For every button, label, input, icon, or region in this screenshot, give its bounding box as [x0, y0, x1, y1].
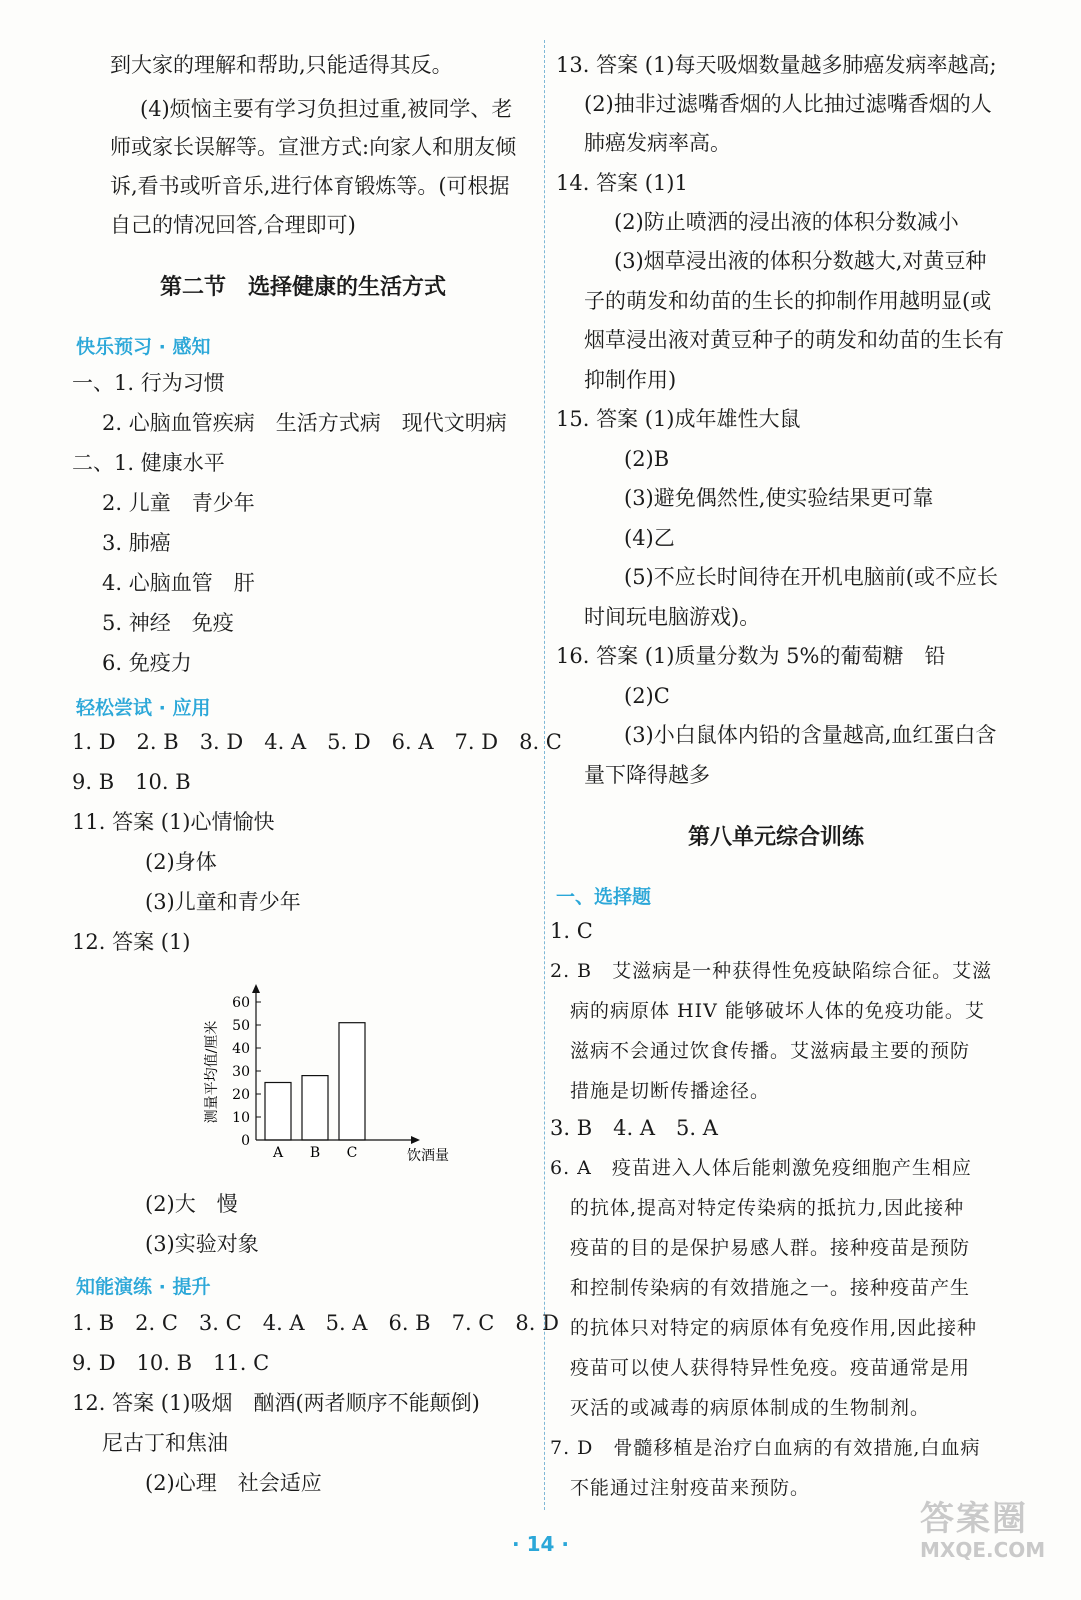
- text-line: 师或家长误解等。宣泄方式:向家人和朋友倾: [110, 135, 517, 159]
- bar-A: [265, 1083, 291, 1141]
- section-title: 第二节 选择健康的生活方式: [159, 275, 446, 300]
- y-tick-label: 10: [232, 1110, 250, 1126]
- answer-line: (3)儿童和青少年: [145, 890, 301, 914]
- watermark-logo: 答案圈 MXQE.COM: [920, 1499, 1046, 1562]
- answer-line: (3)避免偶然性,使实验结果更可靠: [624, 486, 934, 510]
- answer-line: 6. 免疫力: [102, 651, 192, 675]
- answer-line: 4. 心脑血管 肝: [102, 571, 255, 595]
- answer-line: 2. 心脑血管疾病 生活方式病 现代文明病: [102, 411, 507, 435]
- section-label: 知能演练 · 提升: [76, 1276, 211, 1298]
- answer-line: (5)不应长时间待在开机电脑前(或不应长: [624, 565, 998, 589]
- answer-line: (2)B: [624, 447, 670, 471]
- answer-line: 1. B 2. C 3. C 4. A 5. A 6. B 7. C 8. D: [72, 1311, 559, 1335]
- answer-line: 措施是切断传播途径。: [570, 1080, 771, 1102]
- answer-line: 尼古丁和焦油: [102, 1431, 228, 1455]
- answer-line: 子的萌发和幼苗的生长的抑制作用越明显(或: [584, 289, 992, 313]
- answer-line: 14. 答案 (1)1: [556, 171, 688, 195]
- answer-line: (2)C: [624, 684, 670, 708]
- answer-line: 不能通过注射疫苗来预防。: [570, 1477, 811, 1499]
- answer-line: 疫苗的目的是保护易感人群。接种疫苗是预防: [570, 1237, 971, 1259]
- bar-B: [302, 1076, 328, 1140]
- y-axis-arrow: [252, 984, 260, 993]
- bar-C: [339, 1023, 365, 1140]
- answer-line: (2)大 慢: [145, 1192, 238, 1216]
- answer-line: 15. 答案 (1)成年雄性大鼠: [556, 407, 801, 431]
- y-tick-label: 0: [241, 1133, 250, 1149]
- answer-line: 烟草浸出液对黄豆种子的萌发和幼苗的生长有: [584, 328, 1004, 352]
- answer-line: (2)心理 社会适应: [145, 1471, 322, 1495]
- x-tick-label: B: [309, 1145, 321, 1161]
- answer-line: (3)烟草浸出液的体积分数越大,对黄豆种: [614, 249, 987, 273]
- answer-line: 灭活的或减毒的病原体制成的生物制剂。: [570, 1397, 931, 1419]
- answer-line: 3. B 4. A 5. A: [550, 1116, 718, 1140]
- answer-line: 时间玩电脑游戏)。: [584, 605, 761, 629]
- text-line: 到大家的理解和帮助,只能适得其反。: [110, 53, 453, 77]
- answer-line: 6. A 疫苗进入人体后能刺激免疫细胞产生相应: [550, 1157, 972, 1179]
- answer-line: 12. 答案 (1)吸烟 酗酒(两者顺序不能颠倒): [72, 1391, 480, 1415]
- answer-line: (3)小白鼠体内铅的含量越高,血红蛋白含: [624, 723, 997, 747]
- answer-line: 抑制作用): [584, 368, 677, 392]
- x-axis-arrow: [411, 1136, 420, 1144]
- x-tick-label: C: [346, 1145, 358, 1161]
- answer-line: 16. 答案 (1)质量分数为 5%的葡萄糖 铅: [556, 644, 946, 668]
- y-tick-label: 60: [232, 995, 250, 1011]
- answer-line: 肺癌发病率高。: [584, 131, 731, 155]
- x-tick-label: A: [272, 1145, 284, 1161]
- answer-line: (4)乙: [624, 526, 675, 550]
- answer-line: 11. 答案 (1)心情愉快: [72, 810, 275, 834]
- page-number: · 14 ·: [512, 1532, 569, 1556]
- y-tick-label: 40: [232, 1041, 250, 1057]
- answer-line: 13. 答案 (1)每天吸烟数量越多肺癌发病率越高;: [556, 53, 997, 77]
- answer-line: 量下降得越多: [584, 763, 710, 787]
- bar-chart: [200, 980, 462, 1170]
- chart-xlabel: 饮酒量: [407, 1148, 449, 1164]
- answer-line: 12. 答案 (1): [72, 930, 191, 954]
- answer-line: 疫苗可以使人获得特异性免疫。疫苗通常是用: [570, 1357, 971, 1379]
- answer-line: 1. C: [550, 919, 593, 943]
- answer-line: 病的病原体 HIV 能够破坏人体的免疫功能。艾: [570, 1000, 985, 1022]
- y-tick-label: 50: [232, 1018, 250, 1034]
- section-label: 轻松尝试 · 应用: [76, 697, 211, 719]
- answer-line: 和控制传染病的有效措施之一。接种疫苗产生: [570, 1277, 971, 1299]
- answer-line: (2)抽非过滤嘴香烟的人比抽过滤嘴香烟的人: [584, 92, 992, 116]
- answer-line: 二、1. 健康水平: [72, 451, 225, 475]
- answer-line: 滋病不会通过饮食传播。艾滋病最主要的预防: [570, 1040, 971, 1062]
- section-label: 快乐预习 · 感知: [76, 336, 211, 358]
- answer-line: 1. D 2. B 3. D 4. A 5. D 6. A 7. D 8. C: [72, 730, 562, 754]
- answer-line: 2. B 艾滋病是一种获得性免疫缺陷综合征。艾滋: [550, 960, 993, 982]
- section-label: 一、选择题: [556, 886, 652, 908]
- answer-line: 的抗体,提高对特定传染病的抵抗力,因此接种: [570, 1197, 965, 1219]
- column-divider: [544, 40, 545, 1510]
- y-tick-label: 30: [232, 1064, 250, 1080]
- answer-line: 7. D 骨髓移植是治疗白血病的有效措施,白血病: [550, 1437, 981, 1459]
- y-tick-label: 20: [232, 1087, 250, 1103]
- answer-line: 3. 肺癌: [102, 531, 171, 555]
- answer-line: (2)防止喷洒的浸出液的体积分数减小: [614, 210, 959, 234]
- answer-line: 的抗体只对特定的病原体有免疫作用,因此接种: [570, 1317, 978, 1339]
- chart-ylabel: 测量平均值/厘米: [204, 1020, 220, 1124]
- answer-line: 2. 儿童 青少年: [102, 491, 255, 515]
- answer-line: (3)实验对象: [145, 1232, 259, 1256]
- answer-line: 9. D 10. B 11. C: [72, 1351, 270, 1375]
- text-line: 自己的情况回答,合理即可): [110, 213, 356, 237]
- answer-line: 一、1. 行为习惯: [72, 371, 225, 395]
- answer-line: 5. 神经 免疫: [102, 611, 234, 635]
- text-line: (4)烦恼主要有学习负担过重,被同学、老: [140, 97, 513, 121]
- unit-title: 第八单元综合训练: [687, 825, 864, 850]
- text-line: 诉,看书或听音乐,进行体育锻炼等。(可根据: [110, 174, 510, 198]
- answer-line: (2)身体: [145, 850, 217, 874]
- answer-line: 9. B 10. B: [72, 770, 191, 794]
